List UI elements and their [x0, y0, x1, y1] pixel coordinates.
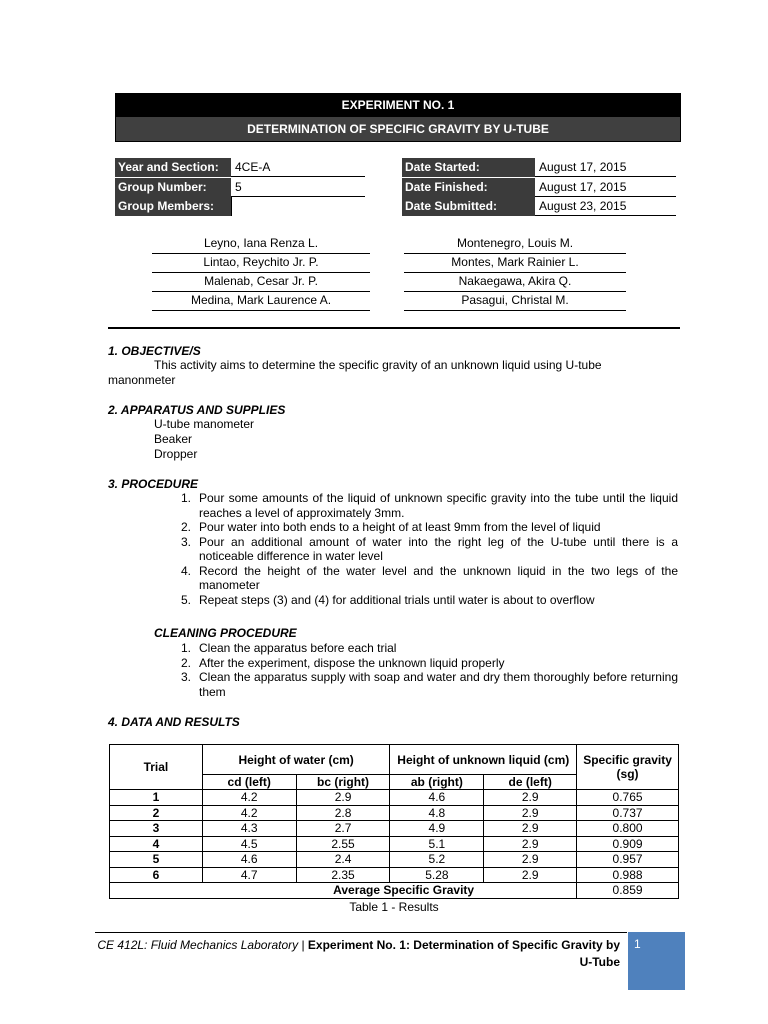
- procedure-heading: 3. PROCEDURE: [108, 477, 199, 491]
- cell-de: 2.9: [484, 852, 577, 868]
- section-divider: [108, 327, 680, 329]
- results-table: [109, 744, 679, 899]
- step-text: Pour some amounts of the liquid of unknown specific gravity into the tube until the liquid reaches a level of approximately 3mm.: [199, 491, 678, 520]
- date-submitted-label: Date Submitted:: [402, 197, 535, 216]
- step-number: 4.: [180, 563, 191, 578]
- procedure-step: [173, 564, 678, 593]
- footer-text: [95, 937, 620, 971]
- cell-bc: 2.55: [296, 836, 390, 852]
- table-caption: Table 1 - Results: [349, 900, 439, 914]
- cell-sg: 0.909: [577, 836, 679, 852]
- date-finished-label: Date Finished:: [402, 178, 535, 197]
- procedure-step: [173, 535, 678, 564]
- member-left-3: Malenab, Cesar Jr. P.: [152, 272, 370, 292]
- cell-cd: 4.3: [202, 821, 296, 837]
- cell-sg: 0.765: [577, 790, 679, 806]
- date-finished-value: August 17, 2015: [535, 178, 676, 197]
- cell-sg: 0.800: [577, 821, 679, 837]
- cell-sg: 0.737: [577, 805, 679, 821]
- sub-cd: cd (left): [202, 775, 296, 790]
- cell-bc: 2.7: [296, 821, 390, 837]
- table-row: [110, 821, 679, 837]
- member-left-2: Lintao, Reychito Jr. P.: [152, 253, 370, 273]
- average-row: [110, 883, 679, 899]
- member-right-3: Nakaegawa, Akira Q.: [404, 272, 626, 292]
- cleaning-step: [173, 656, 678, 671]
- step-text: Pour an additional amount of water into the right leg of the U-tube until there is a noticeable difference in water level: [199, 534, 678, 563]
- cell-cd: 4.7: [202, 867, 296, 883]
- sub-ab: ab (right): [390, 775, 484, 790]
- cell-ab: 4.8: [390, 805, 484, 821]
- experiment-number: EXPERIMENT NO. 1: [116, 94, 680, 117]
- procedure-list: [173, 491, 678, 607]
- member-right-4: Pasagui, Christal M.: [404, 291, 626, 311]
- cell-bc: 2.9: [296, 790, 390, 806]
- procedure-step: [173, 520, 678, 535]
- cell-sg: 0.988: [577, 867, 679, 883]
- cell-de: 2.9: [484, 836, 577, 852]
- cell-ab: 4.6: [390, 790, 484, 806]
- date-submitted-value: August 23, 2015: [535, 197, 676, 216]
- step-number: 5.: [180, 592, 191, 607]
- group-number-label: Group Number:: [115, 178, 231, 197]
- results-heading: 4. DATA AND RESULTS: [108, 715, 240, 729]
- member-right-2: Montes, Mark Rainier L.: [404, 253, 626, 273]
- cleaning-step: [173, 670, 678, 699]
- sub-de: de (left): [484, 775, 577, 790]
- date-started-value: August 17, 2015: [535, 158, 676, 177]
- objective-line-1: This activity aims to determine the specific gravity of an unknown liquid using U-tube: [154, 358, 602, 372]
- step-number: 2.: [180, 655, 191, 670]
- cell-bc: 2.35: [296, 867, 390, 883]
- header-sg: Specific gravity (sg): [577, 745, 679, 790]
- page-number-box: [628, 932, 685, 990]
- apparatus-item-3: Dropper: [154, 447, 198, 461]
- step-number: 3.: [180, 670, 191, 684]
- member-right-1: Montenegro, Louis M.: [404, 234, 626, 254]
- cell-cd: 4.2: [202, 805, 296, 821]
- cell-cd: 4.2: [202, 790, 296, 806]
- apparatus-heading: 2. APPARATUS AND SUPPLIES: [108, 403, 286, 417]
- cell-trial: 5: [110, 852, 203, 868]
- cleaning-heading: CLEANING PROCEDURE: [154, 626, 297, 640]
- cell-cd: 4.6: [202, 852, 296, 868]
- divider: [231, 197, 232, 216]
- year-section-label: Year and Section:: [115, 158, 231, 177]
- step-text: Clean the apparatus supply with soap and water and dry them thoroughly before returning them: [199, 670, 678, 699]
- average-value: 0.859: [577, 883, 679, 899]
- objective-line-2: manonmeter: [108, 373, 176, 387]
- sub-bc: bc (right): [296, 775, 390, 790]
- step-text: Record the height of the water level and the unknown liquid in the two legs of the manometer: [199, 563, 678, 592]
- apparatus-item-2: Beaker: [154, 432, 193, 446]
- objective-heading: 1. OBJECTIVE/S: [108, 344, 201, 358]
- footer-divider: [95, 932, 627, 933]
- procedure-step: [173, 593, 678, 608]
- cell-trial: 3: [110, 821, 203, 837]
- table-row: [110, 852, 679, 868]
- apparatus-item-1: U-tube manometer: [154, 417, 255, 431]
- step-text: Repeat steps (3) and (4) for additional trials until water is about to overflow: [199, 592, 595, 607]
- step-text: Clean the apparatus before each trial: [199, 641, 397, 655]
- member-left-1: Leyno, Iana Renza L.: [152, 234, 370, 254]
- cell-ab: 4.9: [390, 821, 484, 837]
- cell-trial: 1: [110, 790, 203, 806]
- step-text: After the experiment, dispose the unknown liquid properly: [199, 655, 505, 670]
- cleaning-step: [173, 641, 678, 656]
- cell-bc: 2.4: [296, 852, 390, 868]
- cell-ab: 5.1: [390, 836, 484, 852]
- step-number: 2.: [180, 520, 191, 534]
- cell-trial: 4: [110, 836, 203, 852]
- footer-title: Experiment No. 1: Determination of Specific Gravity by U-Tube: [307, 938, 620, 969]
- header-trial: Trial: [110, 745, 203, 790]
- group-members-label: Group Members:: [115, 197, 231, 216]
- cell-ab: 5.2: [390, 852, 484, 868]
- title-banner: [115, 93, 681, 142]
- date-started-label: Date Started:: [402, 158, 535, 177]
- group-number-value: 5: [231, 178, 365, 197]
- table-row: [110, 805, 679, 821]
- cell-bc: 2.8: [296, 805, 390, 821]
- table-row: [110, 836, 679, 852]
- member-left-4: Medina, Mark Laurence A.: [152, 291, 370, 311]
- cell-de: 2.9: [484, 805, 577, 821]
- cell-cd: 4.5: [202, 836, 296, 852]
- cleaning-list: [173, 641, 678, 699]
- step-number: 3.: [180, 534, 191, 549]
- experiment-title: DETERMINATION OF SPECIFIC GRAVITY BY U-TUBE: [116, 117, 680, 141]
- procedure-step: [173, 491, 678, 520]
- footer-course: CE 412L: Fluid Mechanics Laboratory: [97, 938, 299, 952]
- table-row: [110, 790, 679, 806]
- year-section-value: 4CE-A: [231, 158, 365, 177]
- cell-trial: 6: [110, 867, 203, 883]
- cell-de: 2.9: [484, 790, 577, 806]
- cell-de: 2.9: [484, 821, 577, 837]
- average-label: Average Specific Gravity: [110, 883, 577, 899]
- step-number: 1.: [180, 491, 191, 505]
- step-text: Pour water into both ends to a height of at least 9mm from the level of liquid: [199, 520, 601, 534]
- cell-trial: 2: [110, 805, 203, 821]
- step-number: 1.: [180, 641, 191, 655]
- cell-ab: 5.28: [390, 867, 484, 883]
- footer-separator: |: [298, 938, 308, 952]
- page-number: 1: [634, 937, 641, 951]
- header-water: Height of water (cm): [202, 745, 390, 775]
- header-unknown: Height of unknown liquid (cm): [390, 745, 577, 775]
- cell-de: 2.9: [484, 867, 577, 883]
- table-row: [110, 867, 679, 883]
- cell-sg: 0.957: [577, 852, 679, 868]
